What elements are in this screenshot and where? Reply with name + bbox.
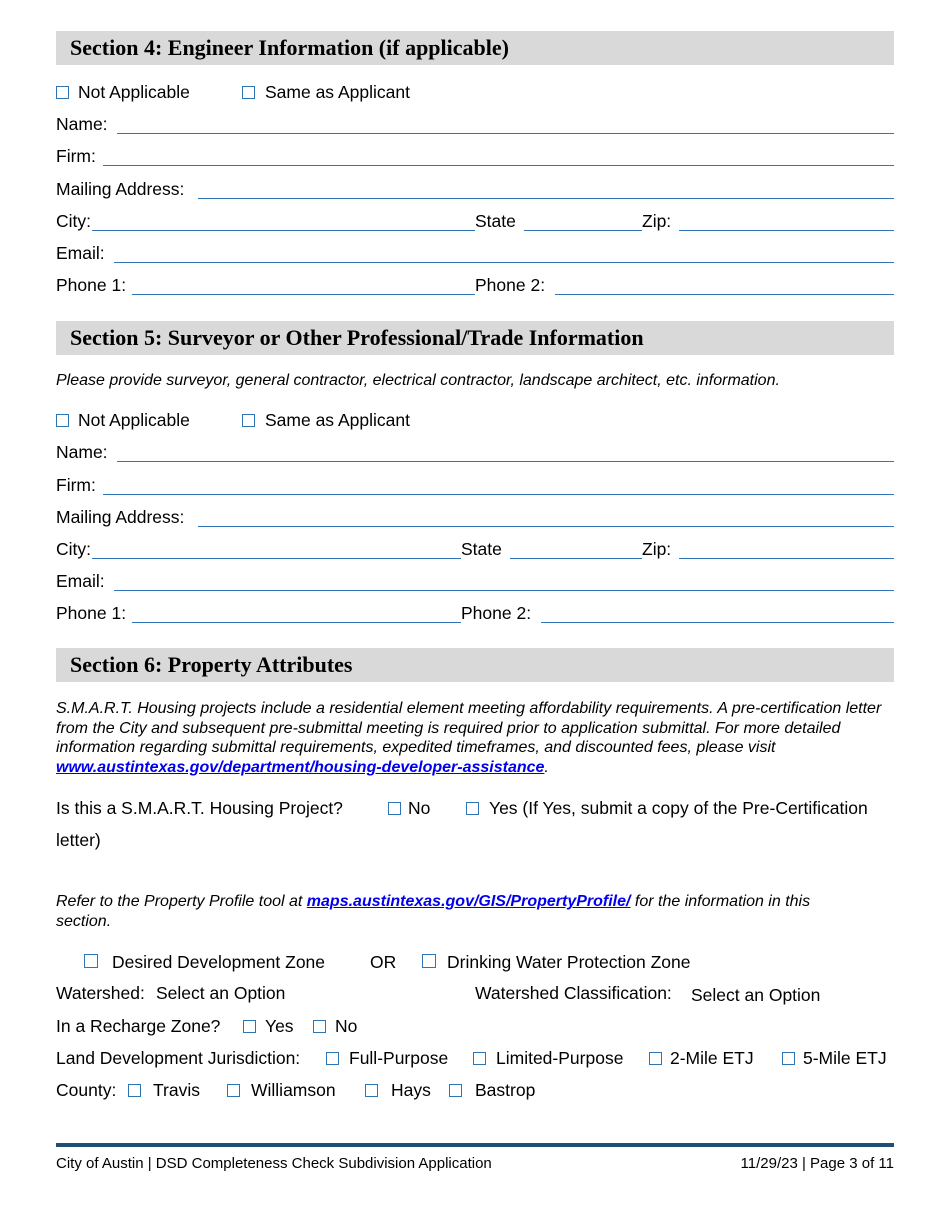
- firm-label: Firm:: [56, 475, 96, 495]
- housing-developer-link[interactable]: www.austintexas.gov/department/housing-developer-assistance: [56, 758, 545, 776]
- smart-housing-note: S.M.A.R.T. Housing projects include a residential element meeting affordability requirements. A pre-certification letter from the City and subsequent pre-submittal meeting is required prior to application submittal. For more detailed information regarding submittal requirements, expedited timeframes, and discounted fees, please visit www.austintexas.gov/department/housing-developer-assistance.: [56, 700, 882, 776]
- phone2-field[interactable]: [541, 622, 894, 623]
- property-profile-link[interactable]: maps.austintexas.gov/GIS/PropertyProfile/: [306, 893, 631, 910]
- firm-field[interactable]: [103, 165, 894, 166]
- name-field[interactable]: [117, 133, 894, 134]
- zone-or-label: OR: [370, 952, 397, 972]
- section5-city-row: [56, 538, 894, 562]
- section4-name-row: [56, 113, 894, 137]
- mailing-address-field[interactable]: [198, 198, 894, 199]
- limited-purpose-checkbox[interactable]: [473, 1052, 486, 1065]
- watershed-row: [56, 982, 894, 1006]
- county-travis-checkbox[interactable]: [128, 1084, 141, 1097]
- mailing-address-label: Mailing Address:: [56, 179, 185, 199]
- phone2-label: Phone 2:: [475, 275, 546, 295]
- phone1-label: Phone 1:: [56, 603, 127, 623]
- smart-yes-checkbox[interactable]: [466, 802, 479, 815]
- smart-question-row: Is this a S.M.A.R.T. Housing Project? No Yes (If Yes, submit a copy of the Pre-Certification: [56, 798, 868, 818]
- section5-mailing-row: [56, 506, 894, 530]
- state-field[interactable]: [510, 558, 642, 559]
- zip-field[interactable]: [679, 558, 894, 559]
- not-applicable-checkbox[interactable]: [56, 414, 69, 427]
- state-label: State: [461, 539, 502, 559]
- section4-firm-row: [56, 145, 894, 169]
- name-label: Name:: [56, 442, 108, 462]
- mailing-address-label: Mailing Address:: [56, 507, 185, 527]
- zip-label: Zip:: [642, 211, 672, 231]
- section4-city-row: [56, 210, 894, 234]
- drinking-water-zone-checkbox[interactable]: [422, 954, 436, 968]
- city-field[interactable]: [92, 558, 461, 559]
- section6-heading: Section 6: Property Attributes: [56, 648, 894, 682]
- section5-heading: Section 5: Surveyor or Other Professional/Trade Information: [56, 321, 894, 355]
- section4-mailing-row: [56, 178, 894, 202]
- footer-divider: [56, 1143, 894, 1147]
- watershed-classification-select[interactable]: Select an Option: [691, 985, 821, 1005]
- email-field[interactable]: [114, 590, 894, 591]
- property-profile-note: Refer to the Property Profile tool at maps.austintexas.gov/GIS/PropertyProfile/ for the information in this section.: [56, 893, 811, 930]
- section5-phone-row: [56, 602, 894, 626]
- county-williamson-checkbox[interactable]: [227, 1084, 240, 1097]
- two-mile-etj-checkbox[interactable]: [649, 1052, 662, 1065]
- same-as-applicant-checkbox[interactable]: [242, 414, 255, 427]
- smart-no-checkbox[interactable]: [388, 802, 401, 815]
- county-label: County:: [56, 1080, 117, 1100]
- city-field[interactable]: [92, 230, 475, 231]
- watershed-classification-label: Watershed Classification:: [475, 983, 672, 1003]
- not-applicable-checkbox[interactable]: [56, 86, 69, 99]
- five-mile-etj-checkbox[interactable]: [782, 1052, 795, 1065]
- footer-document-title: City of Austin | DSD Completeness Check Subdivision Application: [56, 1155, 492, 1172]
- zip-field[interactable]: [679, 230, 894, 231]
- county-hays-checkbox[interactable]: [365, 1084, 378, 1097]
- section4-email-row: [56, 242, 894, 266]
- phone1-field[interactable]: [132, 622, 461, 623]
- mailing-address-field[interactable]: [198, 526, 894, 527]
- recharge-zone-row: In a Recharge Zone? Yes No: [56, 1016, 358, 1036]
- firm-label: Firm:: [56, 146, 96, 166]
- section5-email-row: [56, 570, 894, 594]
- section5-note: Please provide surveyor, general contractor, electrical contractor, landscape architect, etc. information.: [56, 372, 780, 389]
- watershed-select[interactable]: Select an Option: [156, 983, 286, 1003]
- section4-phone-row: [56, 274, 894, 298]
- zone-row: Desired Development Zone OR Drinking Water Protection Zone: [56, 951, 894, 975]
- watershed-label: Watershed:: [56, 983, 145, 1003]
- section5-firm-row: [56, 474, 894, 498]
- smart-question-label: Is this a S.M.A.R.T. Housing Project?: [56, 798, 343, 818]
- county-row: County: Travis Williamson Hays Bastrop: [56, 1080, 536, 1100]
- city-label: City:: [56, 539, 91, 559]
- phone2-field[interactable]: [555, 294, 894, 295]
- name-label: Name:: [56, 114, 108, 134]
- footer-page-info: 11/29/23 | Page 3 of 11: [740, 1155, 894, 1172]
- desired-development-zone-checkbox[interactable]: [84, 954, 98, 968]
- name-field[interactable]: [117, 461, 894, 462]
- jurisdiction-row: Land Development Jurisdiction: Full-Purpose Limited-Purpose 2-Mile ETJ 5-Mile ETJ: [56, 1048, 887, 1068]
- section5-name-row: [56, 441, 894, 465]
- email-field[interactable]: [114, 262, 894, 263]
- county-bastrop-checkbox[interactable]: [449, 1084, 462, 1097]
- section4-heading: Section 4: Engineer Information (if applicable): [56, 31, 894, 65]
- section5-options: Not Applicable Same as Applicant: [56, 409, 894, 433]
- recharge-yes-checkbox[interactable]: [243, 1020, 256, 1033]
- section4-options: Not Applicable Same as Applicant: [56, 81, 894, 105]
- phone1-label: Phone 1:: [56, 275, 127, 295]
- smart-question-row-cont: letter): [56, 830, 101, 850]
- state-label: State: [475, 211, 516, 231]
- full-purpose-checkbox[interactable]: [326, 1052, 339, 1065]
- phone1-field[interactable]: [132, 294, 475, 295]
- same-as-applicant-checkbox[interactable]: [242, 86, 255, 99]
- email-label: Email:: [56, 243, 105, 263]
- jurisdiction-label: Land Development Jurisdiction:: [56, 1048, 301, 1068]
- zip-label: Zip:: [642, 539, 672, 559]
- recharge-no-checkbox[interactable]: [313, 1020, 326, 1033]
- city-label: City:: [56, 211, 91, 231]
- recharge-zone-label: In a Recharge Zone?: [56, 1016, 221, 1036]
- firm-field[interactable]: [103, 494, 894, 495]
- phone2-label: Phone 2:: [461, 603, 532, 623]
- state-field[interactable]: [524, 230, 642, 231]
- email-label: Email:: [56, 571, 105, 591]
